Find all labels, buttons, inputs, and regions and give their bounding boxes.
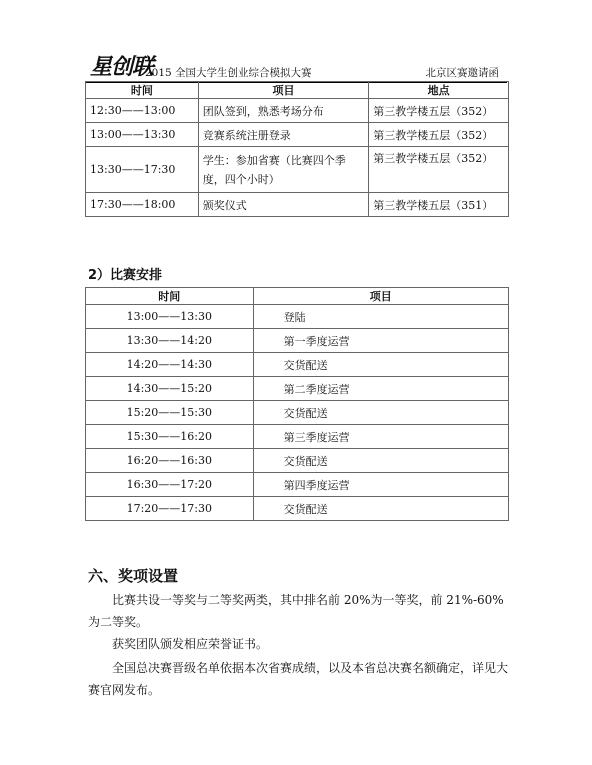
time-cell: 13:00——13:30: [86, 305, 254, 329]
table-row: [86, 473, 509, 497]
item-cell: 学生：参加省赛（比赛四个季度，四个小时）: [198, 147, 369, 193]
column-header: 项目: [253, 288, 508, 305]
paragraph: 比赛共设一等奖与二等奖两类，其中排名前 20%为一等奖，前 21%-60%为二等奖。: [88, 593, 504, 629]
place-cell: 第三教学楼五层（352）: [369, 123, 509, 147]
item-cell: 交货配送: [253, 353, 508, 377]
table-row: [86, 123, 509, 147]
header-title: 2015 全国大学生创业综合模拟大赛: [145, 67, 312, 79]
table-row: [86, 193, 509, 217]
table-row: [86, 329, 509, 353]
column-header: 地点: [369, 82, 509, 99]
paragraph: 全国总决赛晋级名单依据本次省赛成绩，以及本省总决赛名额确定，详见大赛官网发布。: [88, 661, 509, 697]
header-doc-type: 北京区赛邀请函: [425, 67, 499, 79]
time-cell: 15:30——16:20: [86, 425, 254, 449]
table-row: [86, 353, 509, 377]
column-header: 项目: [198, 82, 369, 99]
place-cell: 第三教学楼五层（351）: [369, 193, 509, 217]
time-cell: 12:30——13:00: [86, 99, 199, 123]
item-cell: 第一季度运营: [253, 329, 508, 353]
table-header-row: [86, 82, 509, 99]
item-cell: 第二季度运营: [253, 377, 508, 401]
item-cell: 竞赛系统注册登录: [198, 123, 369, 147]
column-header: 时间: [86, 288, 254, 305]
table-row: [86, 147, 509, 193]
item-cell: 登陆: [253, 305, 508, 329]
time-cell: 13:00——13:30: [86, 123, 199, 147]
logo: 星创联: [90, 54, 154, 80]
section-title: 六、奖项设置: [88, 567, 179, 585]
competition-table: [85, 287, 509, 521]
table-row: [86, 99, 509, 123]
table-row: [86, 449, 509, 473]
time-cell: 13:30——17:30: [86, 147, 199, 193]
item-cell: 第四季度运营: [253, 473, 508, 497]
page-header: [85, 50, 507, 83]
item-cell: 第三季度运营: [253, 425, 508, 449]
column-header: 时间: [86, 82, 199, 99]
time-cell: 16:30——17:20: [86, 473, 254, 497]
time-cell: 13:30——14:20: [86, 329, 254, 353]
item-cell: 颁奖仪式: [198, 193, 369, 217]
time-cell: 17:20——17:30: [86, 497, 254, 521]
time-cell: 15:20——15:30: [86, 401, 254, 425]
table-row: [86, 425, 509, 449]
schedule-table: [85, 81, 509, 217]
item-cell: 交货配送: [253, 401, 508, 425]
time-cell: 16:20——16:30: [86, 449, 254, 473]
table-row: [86, 305, 509, 329]
section-subtitle: 2）比赛安排: [88, 268, 163, 283]
item-cell: 交货配送: [253, 449, 508, 473]
place-cell: 第三教学楼五层（352）: [369, 99, 509, 123]
table-row: [86, 497, 509, 521]
item-cell: 交货配送: [253, 497, 508, 521]
time-cell: 14:20——14:30: [86, 353, 254, 377]
table-row: [86, 377, 509, 401]
place-cell: 第三教学楼五层（352）: [369, 147, 509, 193]
item-cell: 团队签到，熟悉考场分布: [198, 99, 369, 123]
paragraph: 获奖团队颁发相应荣誉证书。: [112, 637, 269, 651]
table-row: [86, 401, 509, 425]
time-cell: 14:30——15:20: [86, 377, 254, 401]
time-cell: 17:30——18:00: [86, 193, 199, 217]
table-header-row: [86, 288, 509, 305]
